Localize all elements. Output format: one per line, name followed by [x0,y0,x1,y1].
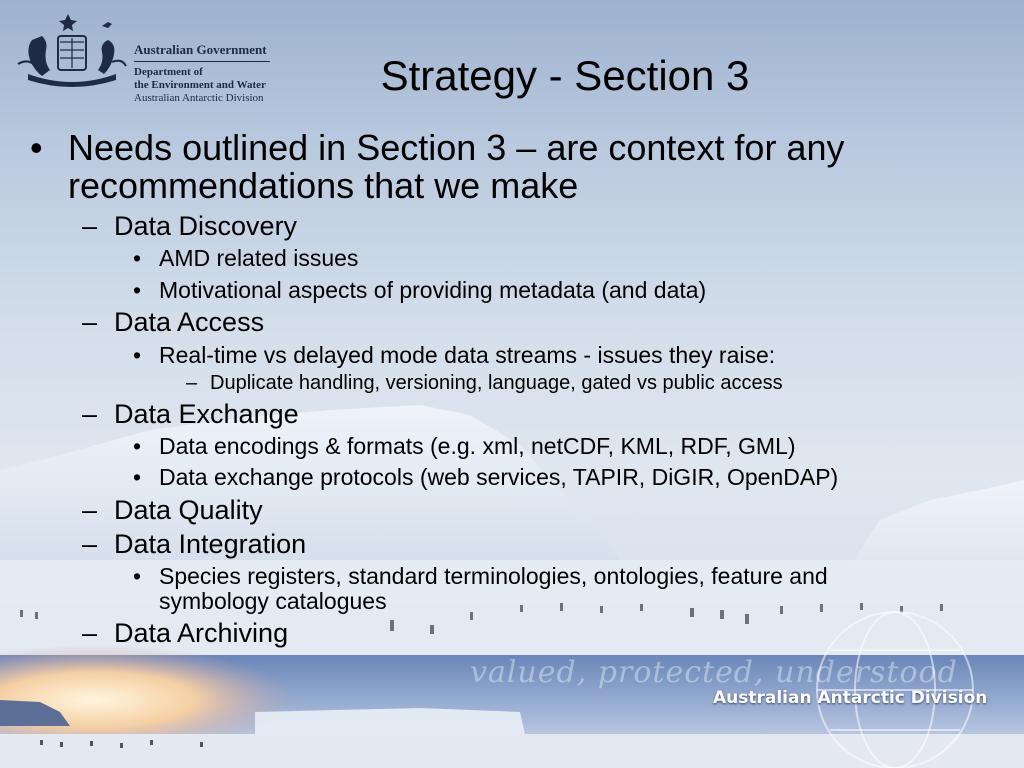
bullet-marker: • [133,245,142,271]
dash-marker: – [186,372,198,394]
footer-motto: valued, protected, understood [470,655,958,690]
bullet-marker: • [133,433,142,459]
slide-title: Strategy - Section 3 [380,52,750,99]
dash-marker: – [82,495,98,525]
dash-marker: – [82,211,98,241]
footer-brand: Australian Antarctic Division [713,688,988,708]
bullet-marker: • [30,127,43,168]
dash-marker: – [82,529,98,559]
bullet-level-3: Data encodings & formats (e.g. xml, netCDF, KML, RDF, GML) [159,433,796,459]
government-name: Australian Government [134,42,267,57]
bullet-level-2: Data Integration [114,529,307,559]
bullet-level-2: Data Quality [114,495,263,525]
bullet-level-4: Duplicate handling, versioning, language, gated vs public access [210,372,783,394]
bullet-marker: • [133,277,142,303]
department-line-2: the Environment and Water [134,79,266,91]
logo-divider [134,61,270,62]
coat-of-arms-icon [12,10,132,98]
bullet-level-2: Data Exchange [114,399,299,429]
bullet-level-3: AMD related issues [159,245,359,271]
bullet-marker: • [133,464,142,490]
bullet-level-3-continuation: symbology catalogues [159,588,387,614]
bullet-level-2: Data Discovery [114,211,298,241]
bullet-level-3: Data exchange protocols (web services, TAPIR, DiGIR, OpenDAP) [159,464,839,490]
bullet-level-2: Data Archiving [114,618,289,648]
dash-marker: – [82,399,98,429]
bullet-level-2: Data Access [114,307,265,337]
bullet-level-3: Real-time vs delayed mode data streams - issues they raise: [159,342,776,368]
bullet-marker: • [133,342,142,368]
government-logo-text [134,42,270,105]
department-line-1: Department of [134,66,203,78]
bullet-level-1-continuation: recommendations that we make [68,165,579,206]
division-name: Australian Antarctic Division [134,92,264,104]
bullet-level-3: Species registers, standard terminologies, ontologies, feature and [159,563,828,589]
bullet-marker: • [133,563,142,589]
dash-marker: – [82,307,98,337]
bullet-level-1: Needs outlined in Section 3 – are context for any [68,127,845,168]
bullet-level-3: Motivational aspects of providing metadata (and data) [159,277,707,303]
dash-marker: – [82,618,98,648]
